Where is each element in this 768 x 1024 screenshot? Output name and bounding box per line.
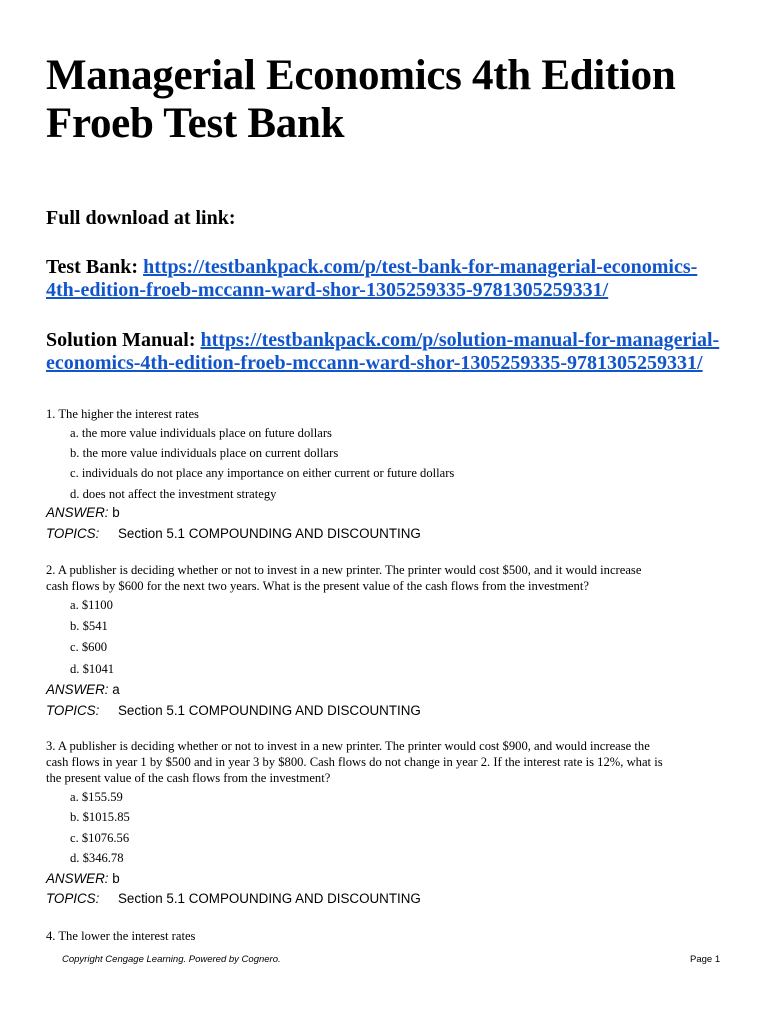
topics-row [46, 703, 421, 718]
answer-value: a [112, 682, 120, 697]
topics-value: Section 5.1 COMPOUNDING AND DISCOUNTING [118, 526, 421, 541]
full-download-label: Full download at link: [46, 207, 236, 229]
solution-manual-link-line-2[interactable]: economics-4th-edition-froeb-mccann-ward-shor-1305259335-9781305259331/ [46, 352, 703, 374]
question-text: 1. The higher the interest rates [46, 407, 199, 421]
answer-row [46, 871, 120, 886]
answer-option: c. $1076.56 [70, 831, 130, 845]
footer-copyright: Copyright Cengage Learning. Powered by Cognero. [62, 954, 281, 965]
test-bank-label: Test Bank: [46, 256, 139, 278]
test-bank-link-line-2[interactable]: 4th-edition-froeb-mccann-ward-shor-1305259335-9781305259331/ [46, 279, 609, 301]
question-3 [46, 738, 736, 786]
question-text: 4. The lower the interest rates [46, 929, 196, 943]
topics-label: TOPICS: [46, 526, 100, 541]
answer-row [46, 505, 120, 520]
topics-row [46, 891, 421, 906]
answer-value: b [112, 871, 120, 886]
question-1 [46, 406, 736, 422]
solution-manual-link-line-1[interactable]: https://testbankpack.com/p/solution-manual-for-managerial- [200, 329, 720, 351]
solution-manual-label: Solution Manual: [46, 329, 196, 351]
answer-option: a. $155.59 [70, 790, 123, 804]
question-text: 2. A publisher is deciding whether or not to invest in a new printer. The printer would cost $500, and it would increase [46, 563, 642, 577]
test-bank-block [46, 256, 697, 302]
answer-label: ANSWER: [46, 871, 109, 886]
question-4 [46, 928, 736, 944]
answer-option: b. $541 [70, 619, 108, 633]
topics-value: Section 5.1 COMPOUNDING AND DISCOUNTING [118, 703, 421, 718]
answer-option: d. $346.78 [70, 851, 124, 865]
question-text: cash flows by $600 for the next two years. What is the present value of the cash flows from the investment? [46, 579, 589, 593]
answer-option: a. $1100 [70, 598, 113, 612]
answer-option: d. $1041 [70, 662, 115, 676]
solution-manual-block [46, 329, 719, 375]
topics-label: TOPICS: [46, 891, 100, 906]
answer-option: a. the more value individuals place on future dollars [70, 426, 332, 440]
answer-option: c. individuals do not place any importance on either current or future dollars [70, 466, 455, 480]
title-line-2: Froeb Test Bank [46, 100, 345, 147]
question-text: the present value of the cash flows from the investment? [46, 771, 331, 785]
footer-page-number: Page 1 [690, 954, 721, 965]
topics-label: TOPICS: [46, 703, 100, 718]
question-text: 3. A publisher is deciding whether or not to invest in a new printer. The printer would cost $900, and would increase the [46, 739, 650, 753]
page-title [46, 52, 675, 148]
answer-row [46, 682, 120, 697]
answer-label: ANSWER: [46, 505, 109, 520]
answer-label: ANSWER: [46, 682, 109, 697]
answer-option: b. the more value individuals place on current dollars [70, 446, 339, 460]
question-text: cash flows in year 1 by $500 and in year 3 by $800. Cash flows do not change in year 2. If the interest rate is 12%, what is [46, 755, 663, 769]
answer-value: b [112, 505, 120, 520]
topics-value: Section 5.1 COMPOUNDING AND DISCOUNTING [118, 891, 421, 906]
topics-row [46, 526, 421, 541]
question-2 [46, 562, 736, 594]
full-download-heading [46, 207, 236, 230]
answer-option: c. $600 [70, 640, 108, 654]
test-bank-link-line-1[interactable]: https://testbankpack.com/p/test-bank-for-managerial-economics- [143, 256, 698, 278]
title-line-1: Managerial Economics 4th Edition [46, 52, 676, 99]
answer-option: d. does not affect the investment strategy [70, 487, 277, 501]
answer-option: b. $1015.85 [70, 810, 130, 824]
